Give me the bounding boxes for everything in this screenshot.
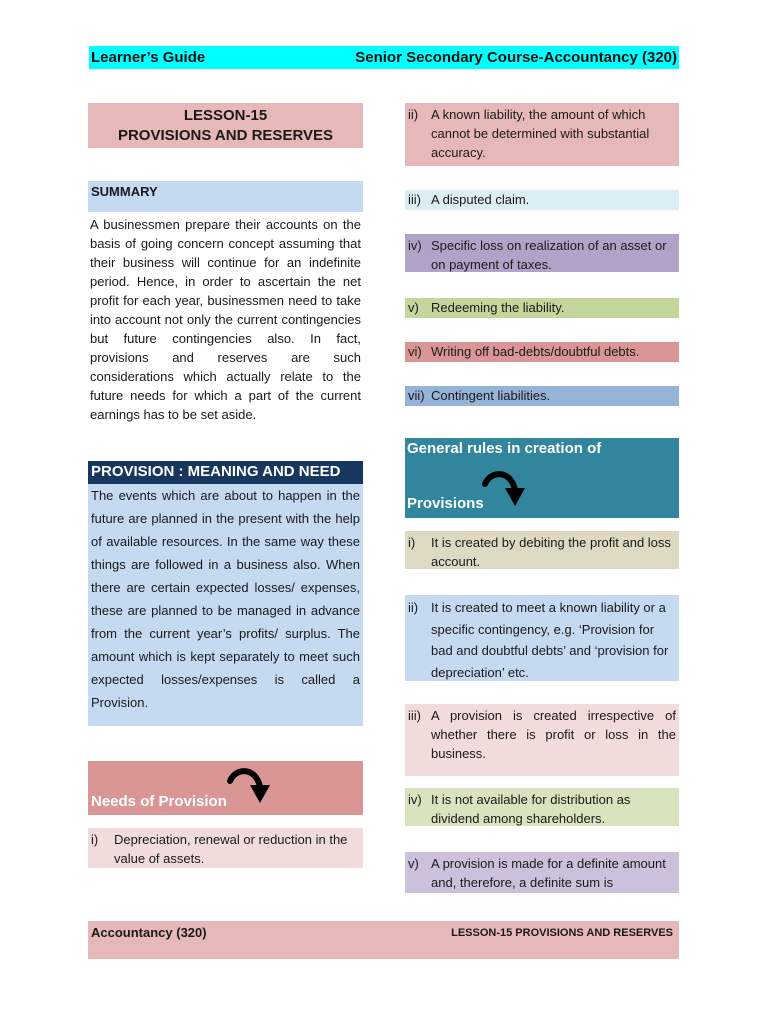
needs-heading-box — [88, 761, 363, 815]
item-number: v) — [408, 300, 419, 315]
item-number: iv) — [408, 238, 422, 253]
page-header — [89, 46, 679, 69]
needs-item-4 — [405, 234, 679, 272]
curved-arrow-icon — [226, 765, 270, 805]
item-number: v) — [408, 856, 419, 871]
lesson-title-box — [88, 103, 363, 148]
rules-item-3 — [405, 704, 679, 776]
item-text: It is created to meet a known liability or a specific contingency, e.g. ‘Provision for bad and doubtful debts’ and ‘provision for depreciation’ etc. — [431, 600, 669, 680]
needs-item-6 — [405, 342, 679, 362]
footer-right-text: LESSON-15 PROVISIONS AND RESERVES — [451, 927, 673, 939]
item-number: iv) — [408, 792, 422, 807]
needs-item-3 — [405, 190, 679, 210]
lesson-number: LESSON-15 — [183, 107, 268, 124]
item-number: iii) — [408, 708, 421, 723]
summary-heading: SUMMARY — [88, 181, 363, 212]
rules-heading-box — [405, 438, 679, 518]
item-number: ii) — [408, 107, 419, 122]
item-text: A disputed claim. — [431, 192, 530, 207]
needs-item-2 — [405, 103, 679, 166]
needs-heading: Needs of Provision — [91, 793, 227, 810]
item-text: Redeeming the liability. — [431, 300, 565, 315]
rules-heading-line2: Provisions — [407, 495, 484, 512]
item-number: vii) — [408, 388, 425, 403]
rules-heading-line1: General rules in creation of — [407, 440, 602, 457]
page-footer — [88, 921, 679, 959]
item-text: It is not available for distribution as dividend among shareholders. — [431, 792, 631, 826]
curved-arrow-icon — [481, 468, 525, 508]
item-text: Contingent liabilities. — [431, 388, 551, 403]
item-text: A known liability, the amount of which cannot be determined with substantial accuracy. — [431, 107, 650, 160]
needs-item-7 — [405, 386, 679, 406]
provision-text: The events which are about to happen in the future are planned in the present with the help of available resources. In the same way these things are followed in a business also. When there are certain expected losses/ expenses, these are planned to be managed in advance from the current year’s profits/ surplus. The amount which is kept separately to meet such expected losses/expenses is called a Provision. — [88, 484, 363, 726]
rules-item-5 — [405, 852, 679, 893]
item-number: iii) — [408, 192, 421, 207]
item-number: i) — [408, 535, 416, 550]
item-text: It is created by debiting the profit and loss account. — [431, 535, 671, 569]
rules-item-2 — [405, 595, 679, 681]
item-text: A provision is created irrespective of whether there is profit or loss in the business. — [431, 708, 676, 761]
item-text: Writing off bad-debts/doubtful debts. — [431, 344, 640, 359]
needs-item-1 — [88, 828, 363, 868]
summary-text: A businessmen prepare their accounts on the basis of going concern concept assuming that their business will continue for an indefinite period. Hence, in order to ascertain the net profit for each year, businessmen need to take into account not only the current contingencies but future contingencies also. In fact, provisions and reserves are such considerations which actually relate to the future needs for which a part of the current earnings has to be set aside. — [90, 217, 361, 422]
rules-item-1 — [405, 531, 679, 569]
item-number: vi) — [408, 344, 422, 359]
needs-item-5 — [405, 298, 679, 318]
header-left-title: Learner’s Guide — [91, 49, 206, 66]
rules-item-4 — [405, 788, 679, 826]
provision-heading: PROVISION : MEANING AND NEED — [88, 461, 363, 484]
item-text: A provision is made for a definite amount and, therefore, a definite sum is — [431, 856, 666, 890]
footer-left-text: Accountancy (320) — [91, 925, 207, 940]
item-number: i) — [91, 832, 99, 847]
header-right-title: Senior Secondary Course-Accountancy (320) — [355, 49, 677, 66]
item-text: Specific loss on realization of an asset or on payment of taxes. — [431, 238, 667, 272]
item-number: ii) — [408, 600, 419, 615]
item-text: Depreciation, renewal or reduction in the value of assets. — [114, 832, 348, 866]
lesson-name: PROVISIONS AND RESERVES — [117, 127, 334, 144]
